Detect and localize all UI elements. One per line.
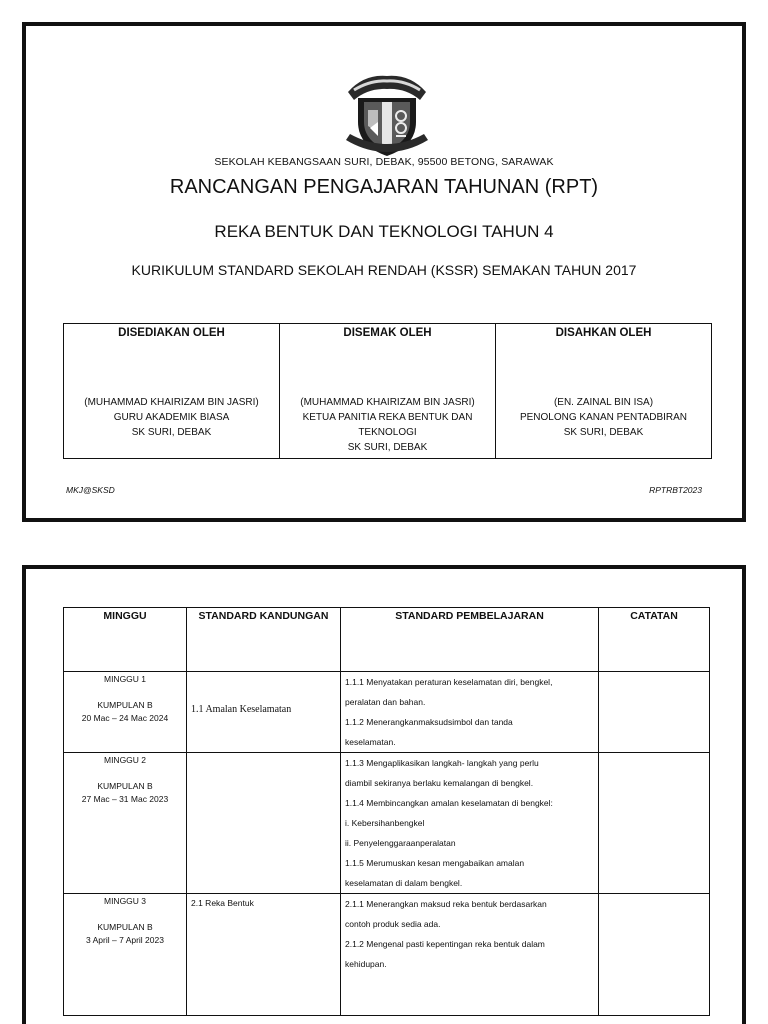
learning-line: keselamatan di dalam bengkel. [345, 878, 463, 888]
learning-line: ii. Penyelenggaraanperalatan [345, 838, 456, 848]
group-label: KUMPULAN B [97, 922, 153, 932]
header-content-standard: STANDARD KANDUNGAN [187, 608, 341, 672]
signature-role: GURU AKADEMIK BIASA [113, 412, 230, 423]
footer-document-code: RPTRBT2023 [649, 485, 702, 495]
group-label: KUMPULAN B [97, 700, 153, 710]
learning-line: 1.1.5 Merumuskan kesan mengabaikan amalan [345, 858, 525, 868]
learning-standard-cell [341, 672, 599, 753]
cover-page [22, 22, 746, 522]
signature-name: (EN. ZAINAL BIN ISA) [553, 397, 654, 408]
signature-role: KETUA PANITIA REKA BENTUK DAN [302, 412, 473, 423]
learning-line: 1.1.3 Mengaplikasikan langkah- langkah yang perlu [345, 758, 539, 768]
signature-role-cont: TEKNOLOGI [358, 427, 417, 438]
school-address: SEKOLAH KEBANGSAAN SURI, DEBAK, 95500 BETONG, SARAWAK [214, 156, 554, 168]
date-range: 27 Mac – 31 Mac 2023 [81, 794, 169, 804]
content-standard-cell: 1.1 Amalan Keselamatan [187, 672, 341, 753]
learning-standard-cell [341, 753, 599, 894]
signature-school: SK SURI, DEBAK [347, 442, 428, 453]
table-row [64, 753, 710, 894]
subject-title: REKA BENTUK DAN TEKNOLOGI TAHUN 4 [214, 222, 554, 241]
notes-cell [599, 894, 710, 1016]
signature-role: PENOLONG KANAN PENTADBIRAN [519, 412, 688, 423]
week-cell [64, 672, 187, 753]
signature-prepared [64, 324, 280, 459]
learning-line: 2.1.1 Menerangkan maksud reka bentuk berdasarkan [345, 899, 547, 909]
learning-line: peralatan dan bahan. [345, 697, 426, 707]
header-week: MINGGU [64, 608, 187, 672]
schedule-table [63, 607, 710, 1016]
learning-line: contoh produk sedia ada. [345, 919, 441, 929]
learning-line: 1.1.2 Menerangkanmaksudsimbol dan tanda [345, 717, 513, 727]
learning-line: kehidupan. [345, 959, 387, 969]
learning-line: i. Kebersihanbengkel [345, 818, 425, 828]
group-label: KUMPULAN B [97, 781, 153, 791]
learning-line: diambil sekiranya berlaku kemalangan di bengkel. [345, 778, 534, 788]
header-learning-standard: STANDARD PEMBELAJARAN [341, 608, 599, 672]
signature-heading: DISEMAK OLEH [343, 327, 432, 339]
learning-line: 1.1.1 Menyatakan peraturan keselamatan diri, bengkel, [345, 677, 553, 687]
learning-line: 1.1.4 Membincangkan amalan keselamatan di bengkel: [345, 798, 553, 808]
table-row [64, 894, 710, 1016]
notes-cell [599, 753, 710, 894]
learning-standard-cell [341, 894, 599, 1016]
signature-reviewed [280, 324, 496, 459]
week-cell [64, 753, 187, 894]
date-range: 3 April – 7 April 2023 [86, 935, 164, 945]
signature-school: SK SURI, DEBAK [563, 427, 644, 438]
table-header-row [64, 608, 710, 672]
signature-name: (MUHAMMAD KHAIRIZAM BIN JASRI) [300, 397, 475, 408]
week-label: MINGGU 2 [103, 755, 147, 765]
schedule-page [22, 565, 746, 1024]
curriculum-title: KURIKULUM STANDARD SEKOLAH RENDAH (KSSR) SEMAKAN TAHUN 2017 [131, 262, 637, 278]
content-standard-cell: 2.1 Reka Bentuk [187, 894, 341, 1016]
header-notes: CATATAN [599, 608, 710, 672]
signature-name: (MUHAMMAD KHAIRIZAM BIN JASRI) [84, 397, 259, 408]
signature-table [63, 323, 712, 459]
week-label: MINGGU 3 [103, 896, 147, 906]
notes-cell [599, 672, 710, 753]
footer-author-code: MKJ@SKSD [66, 485, 115, 495]
table-row [64, 672, 710, 753]
signature-school: SK SURI, DEBAK [131, 427, 212, 438]
learning-line: 2.1.2 Mengenal pasti kepentingan reka bentuk dalam [345, 939, 545, 949]
week-cell [64, 894, 187, 1016]
school-crest-icon [344, 70, 430, 160]
content-standard-cell [187, 753, 341, 894]
week-label: MINGGU 1 [103, 674, 147, 684]
signature-heading: DISAHKAN OLEH [555, 327, 652, 339]
signature-approved [496, 324, 712, 459]
signature-heading: DISEDIAKAN OLEH [118, 327, 225, 339]
learning-line: keselamatan. [345, 737, 396, 747]
document-title: RANCANGAN PENGAJARAN TAHUNAN (RPT) [169, 176, 599, 198]
date-range: 20 Mac – 24 Mac 2024 [81, 713, 169, 723]
